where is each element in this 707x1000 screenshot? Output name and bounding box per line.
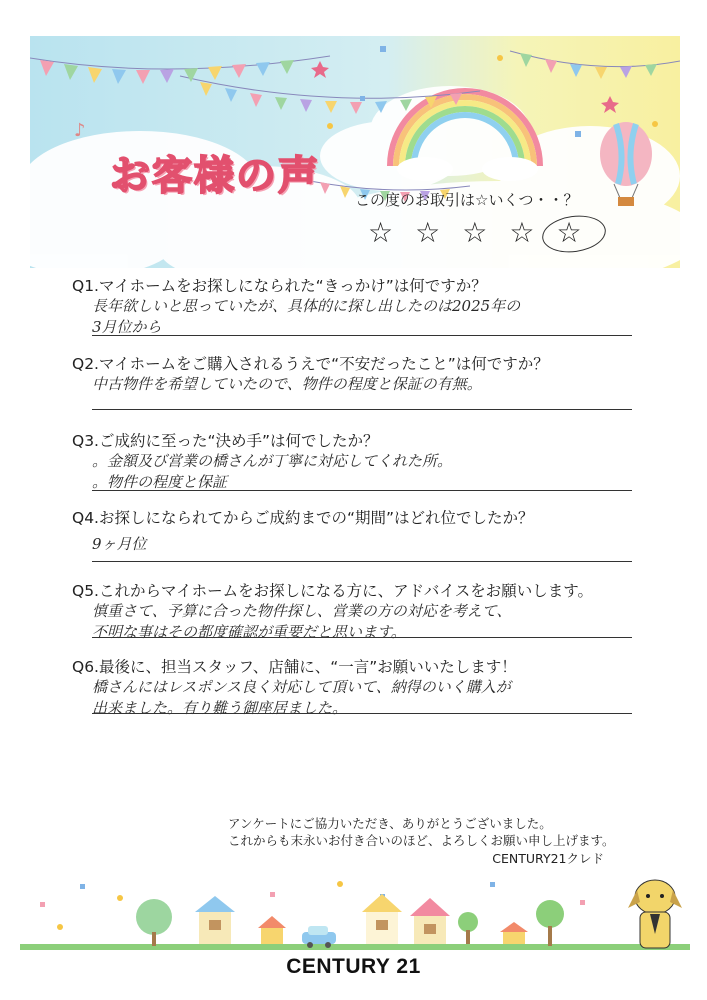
brand-logo-text: CENTURY 21	[286, 955, 421, 978]
question-block-4	[72, 506, 632, 555]
rating-question: この度のお取引は☆いくつ・・？	[355, 191, 579, 209]
town-illustration	[20, 872, 690, 962]
question-block-5	[72, 579, 632, 643]
thank-you-message	[228, 815, 615, 849]
thanks-line: これからも末永いお付き合いのほど、よろしくお願い申し上げます。	[228, 833, 615, 848]
question-block-2	[72, 352, 632, 395]
question-label: Q3.ご成約に至った“決め手”は何でしたか？	[72, 432, 379, 450]
question-label: Q6.最後に、担当スタッフ、店舗に、“一言”お願いいたします！	[72, 658, 517, 676]
answer-line: 。金額及び営業の橋さんが丁寧に対応してくれた所。	[92, 452, 453, 470]
answer-rule	[92, 637, 632, 638]
mascot-icon	[628, 880, 682, 948]
answer-rule	[92, 713, 632, 714]
header-banner	[30, 36, 680, 268]
star-icon: ☆	[368, 216, 394, 249]
answer-line: 9ヶ月位	[92, 535, 147, 553]
thanks-line: アンケートにご協力いただき、ありがとうございました。	[228, 816, 552, 831]
svg-text:♪: ♪	[74, 120, 86, 141]
answer-line: 長年欲しいと思っていたが、具体的に探し出したのは2025年の	[92, 297, 521, 315]
question-label: Q4.お探しになられてからご成約までの“期間”はどれ位でしたか？	[72, 509, 534, 527]
answer-rule	[92, 561, 632, 562]
question-block-6	[72, 655, 632, 719]
page-title: お客様の声	[110, 153, 320, 199]
question-label: Q1.マイホームをお探しになられた“きっかけ”は何ですか？	[72, 277, 487, 295]
star-icon: ☆	[556, 216, 582, 249]
answer-line: 慎重さて、予算に合った物件探し、営業の方の対応を考えて、	[92, 602, 512, 620]
company-name: CENTURY21クレド	[492, 851, 604, 866]
answer-line: 橋さんにはレスポンス良く対応して頂いて、納得のいく購入が	[92, 678, 511, 696]
star-icon: ☆	[415, 216, 441, 249]
answer-line: 中古物件を希望していたので、物件の程度と保証の有無。	[92, 375, 482, 393]
answer-line: 不明な事はその都度確認が重要だと思います。	[92, 623, 406, 641]
answer-line: 。物件の程度と保証	[92, 473, 228, 491]
star-icon: ☆	[509, 216, 535, 249]
answer-rule	[92, 335, 632, 336]
question-block-3	[72, 429, 632, 493]
answer-line: 出来ました。有り難う御座居ました。	[92, 699, 348, 717]
answer-rule	[92, 490, 632, 491]
question-label: Q2.マイホームをご購入されるうえで“不安だったこと”は何ですか？	[72, 355, 549, 373]
star-icon: ☆	[462, 216, 488, 249]
question-block-1	[72, 274, 632, 338]
answer-line: 3月位から	[92, 318, 162, 336]
question-label: Q5.これからマイホームをお探しになる方に、アドバイスをお願いします。	[72, 582, 593, 600]
answer-rule	[92, 409, 632, 410]
